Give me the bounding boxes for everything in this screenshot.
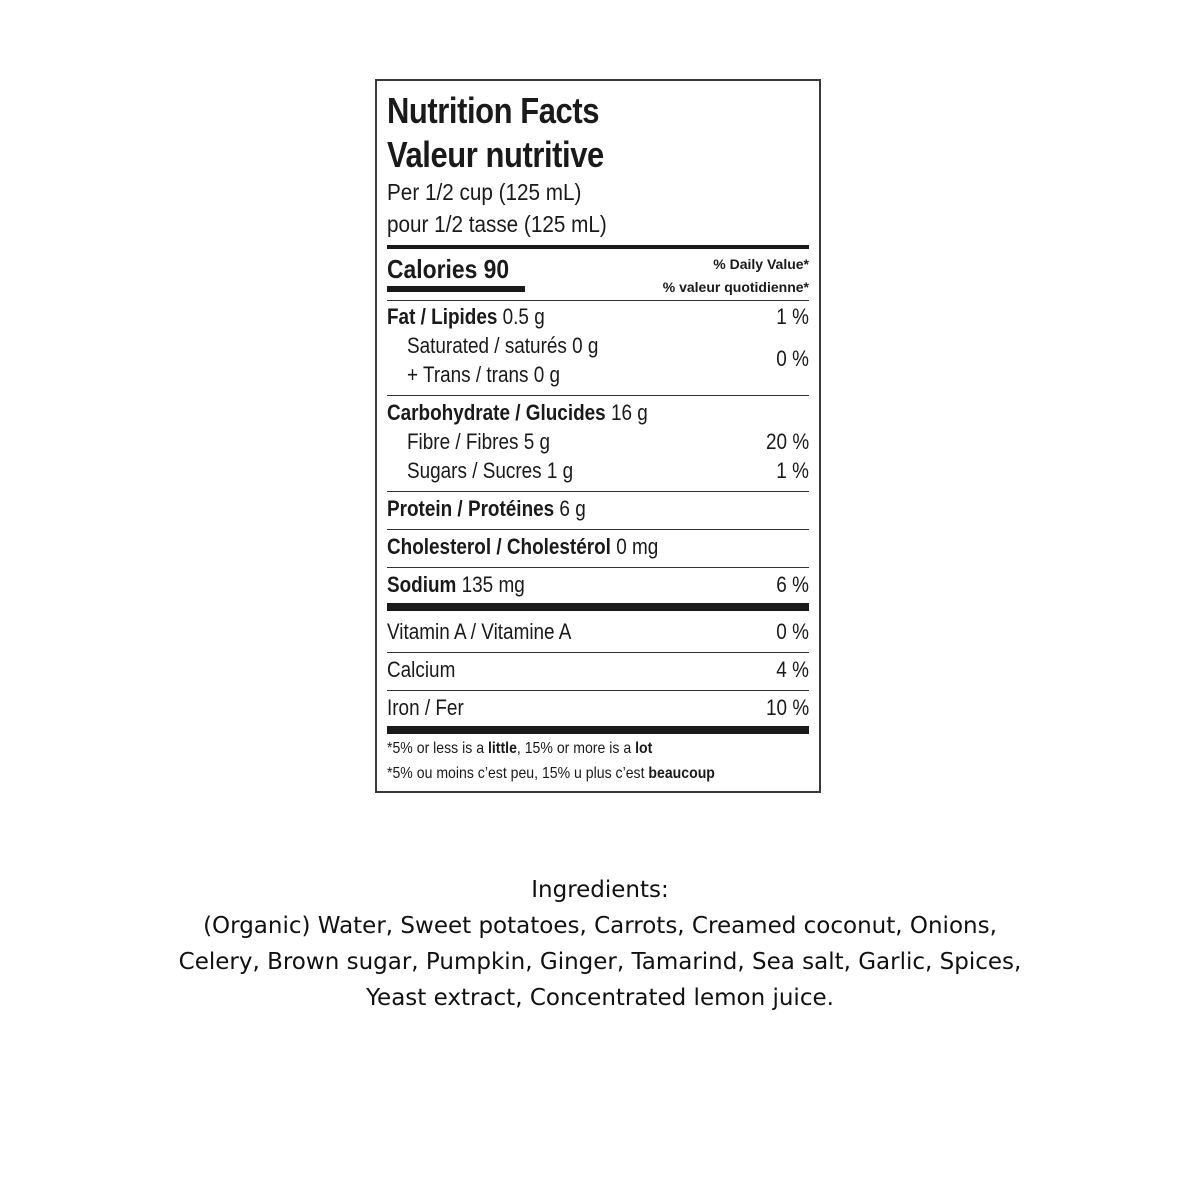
footnote-english <box>387 737 758 761</box>
nutrient-label: Saturated / saturés 0 g <box>407 333 599 358</box>
divider <box>387 529 809 530</box>
divider <box>387 491 809 492</box>
divider <box>387 690 809 691</box>
nutrient-row-saturated <box>387 332 809 360</box>
nutrient-row-vitamin-a <box>387 618 809 646</box>
serving-size-french: pour 1/2 tasse (125 mL) <box>387 211 607 237</box>
ingredients-line: (Organic) Water, Sweet potatoes, Carrots, Creamed coconut, Onions, <box>203 913 997 939</box>
nutrient-label: Iron / Fer <box>387 695 464 720</box>
title-french: Valeur nutritive <box>387 134 604 175</box>
footnote-emphasis: beaucoup <box>648 765 715 782</box>
nutrient-label: Fat / Lipides <box>387 304 498 329</box>
footnote-text: *5% ou moins c’est peu, 15% <box>387 765 575 782</box>
footnote-emphasis: lot <box>635 740 653 757</box>
nutrient-amount: 0.5 g <box>497 304 545 329</box>
nutrient-row-protein <box>387 495 809 523</box>
nutrient-row-sodium <box>387 571 809 599</box>
footnote-text: , 15% or more is a <box>516 740 636 757</box>
calories-underline <box>387 286 525 292</box>
nutrient-daily-value: 10 % <box>765 695 809 720</box>
ingredients-line: Celery, Brown sugar, Pumpkin, Ginger, Tamarind, Sea salt, Garlic, Spices, <box>178 949 1022 975</box>
nutrient-row-fat <box>387 303 809 331</box>
divider <box>387 395 809 396</box>
nutrient-amount: 6 g <box>554 496 586 521</box>
nutrient-daily-value: 1 % <box>776 458 809 483</box>
nutrient-daily-value: 4 % <box>776 657 809 682</box>
nutrient-daily-value: 0 % <box>776 619 809 644</box>
daily-value-header-french: % valeur quotidienne* <box>662 279 809 295</box>
nutrient-daily-value: 0 % <box>776 346 809 371</box>
nutrition-facts-panel <box>375 79 821 793</box>
nutrient-row-calcium <box>387 656 809 684</box>
footnote-french <box>387 762 758 786</box>
nutrient-row-trans <box>387 361 809 389</box>
nutrient-daily-value: 6 % <box>776 572 809 597</box>
nutrient-row-cholesterol <box>387 533 809 561</box>
divider <box>387 567 809 568</box>
nutrient-row-fibre <box>387 428 809 456</box>
nutrient-label: + Trans / trans 0 g <box>407 362 561 387</box>
calories-label: Calories 90 <box>387 254 510 284</box>
daily-value-header-english: % Daily Value* <box>713 256 809 272</box>
divider-heavy <box>387 603 809 611</box>
nutrient-amount: 135 mg <box>456 572 525 597</box>
divider-thick <box>387 245 809 249</box>
serving-size-english: Per 1/2 cup (125 mL) <box>387 179 582 205</box>
nutrient-daily-value: 20 % <box>765 429 809 454</box>
title-english: Nutrition Facts <box>387 90 600 131</box>
nutrient-amount: 16 g <box>605 400 648 425</box>
nutrient-label: Cholesterol / Cholestérol <box>387 534 611 559</box>
ingredients-section <box>100 872 1100 1016</box>
nutrient-amount: 0 mg <box>610 534 659 559</box>
divider <box>387 652 809 653</box>
footnote-emphasis: little <box>487 740 517 757</box>
nutrient-row-iron <box>387 694 809 722</box>
footnote-text: u plus c’est <box>574 765 649 782</box>
divider-heavy <box>387 726 809 734</box>
nutrient-label: Sugars / Sucres 1 g <box>407 458 574 483</box>
footnote-text: *5% or less is a <box>387 740 488 757</box>
nutrient-label: Sodium <box>387 572 457 597</box>
nutrient-label: Protein / Protéines <box>387 496 555 521</box>
nutrient-label: Vitamin A / Vitamine A <box>387 619 572 644</box>
ingredients-heading: Ingredients: <box>531 877 669 903</box>
nutrient-row-sugars <box>387 457 809 485</box>
nutrient-label: Fibre / Fibres 5 g <box>407 429 551 454</box>
divider <box>387 300 809 301</box>
ingredients-line: Yeast extract, Concentrated lemon juice. <box>366 985 834 1011</box>
nutrient-daily-value: 1 % <box>776 304 809 329</box>
nutrient-label: Calcium <box>387 657 456 682</box>
nutrient-row-carbohydrate <box>387 399 809 427</box>
nutrient-label: Carbohydrate / Glucides <box>387 400 606 425</box>
